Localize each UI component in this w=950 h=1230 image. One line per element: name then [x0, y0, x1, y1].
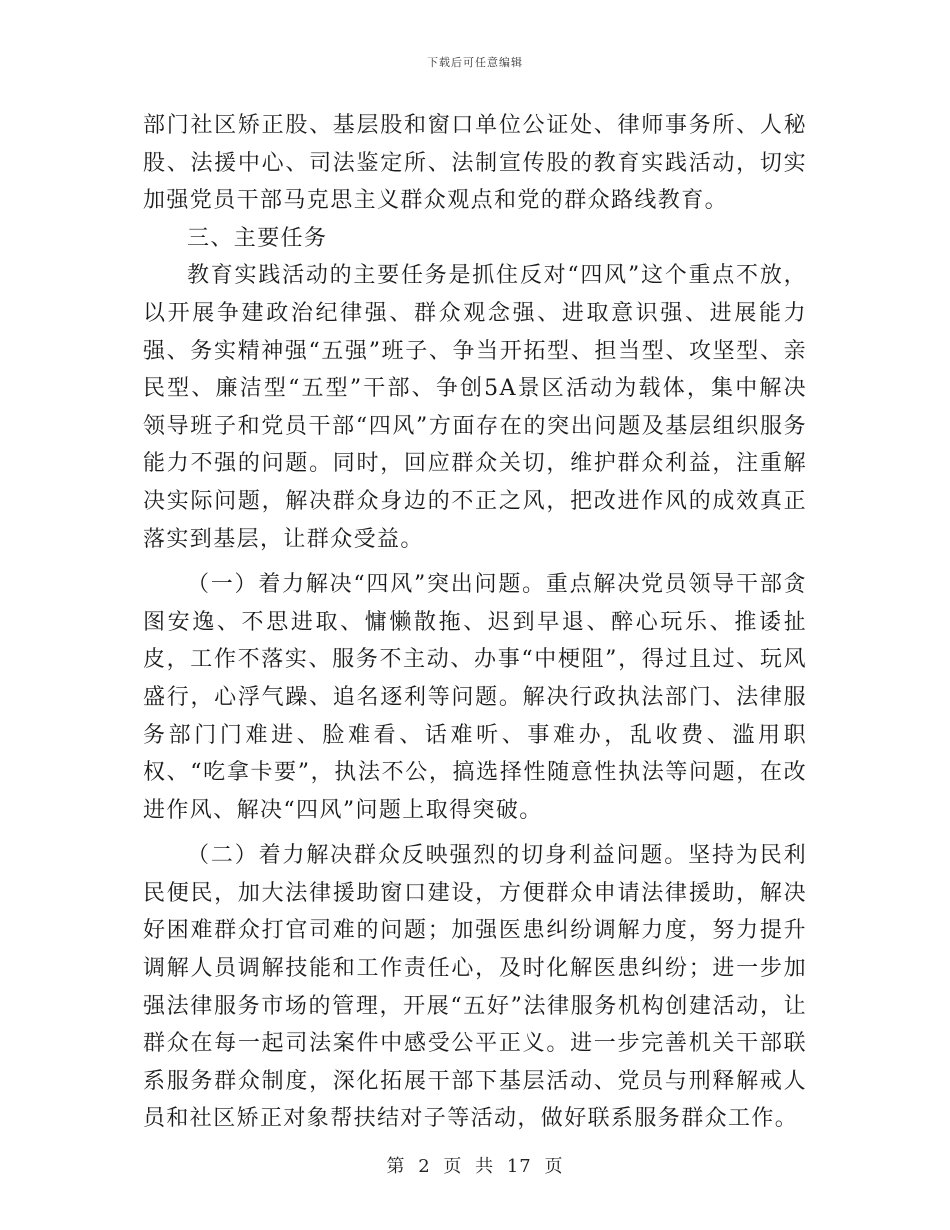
- paragraph-4: （二）着力解决群众反映强烈的切身利益问题。坚持为民利民便民，加大法律援助窗口建设，方便群众申请法律援助，解决好困难群众打官司难的问题；加强医患纠纷调解力度，努力提升调解人员调解技能和工作责任心，及时化解医患纠纷；进一步加强法律服务市场的管理，开展“五好”法律服务机构创建活动，让群众在每一起司法案件中感受公平正义。进一步完善机关干部联系服务群众制度，深化拓展干部下基层活动、党员与刑释解戒人员和社区矫正对象帮扶结对子等活动，做好联系服务群众工作。: [143, 843, 807, 1132]
- paragraph-1: 部门社区矫正股、基层股和窗口单位公证处、律师事务所、人秘股、法援中心、司法鉴定所、法制宣传股的教育实践活动，切实加强党员干部马克思主义群众观点和党的群众路线教育。: [143, 113, 807, 214]
- page-header-note: 下载后可任意编辑: [427, 56, 523, 69]
- document-body: [143, 107, 807, 1138]
- paragraph-3: （一）着力解决“四风”突出问题。重点解决党员领导干部贪图安逸、不思进取、慵懒散拖、迟到早退、醉心玩乐、推诿扯皮，工作不落实、服务不主动、办事“中梗阻”，得过且过、玩风盛行，心浮气躁、追名逐利等问题。解决行政执法部门、法律服务部门门难进、脸难看、话难听、事难办，乱收费、滥用职权、“吃拿卡要”，执法不公，搞选择性随意性执法等问题，在改进作风、解决“四风”问题上取得突破。: [143, 572, 807, 823]
- page-number-footer: 第 2 页 共 17 页: [386, 1156, 564, 1177]
- paragraph-2: 教育实践活动的主要任务是抓住反对“四风”这个重点不放，以开展争建政治纪律强、群众观念强、进取意识强、进展能力强、务实精神强“五强”班子、争当开拓型、担当型、攻坚型、亲民型、廉洁型“五型”干部、争创5A景区活动为载体，集中解决领导班子和党员干部“四风”方面存在的突出问题及基层组织服务能力不强的问题。同时，回应群众关切，维护群众利益，注重解决实际问题，解决群众身边的不正之风，把改进作风的成效真正落实到基层，让群众受益。: [143, 263, 807, 552]
- section-heading-main-tasks: 三、主要任务: [187, 225, 328, 251]
